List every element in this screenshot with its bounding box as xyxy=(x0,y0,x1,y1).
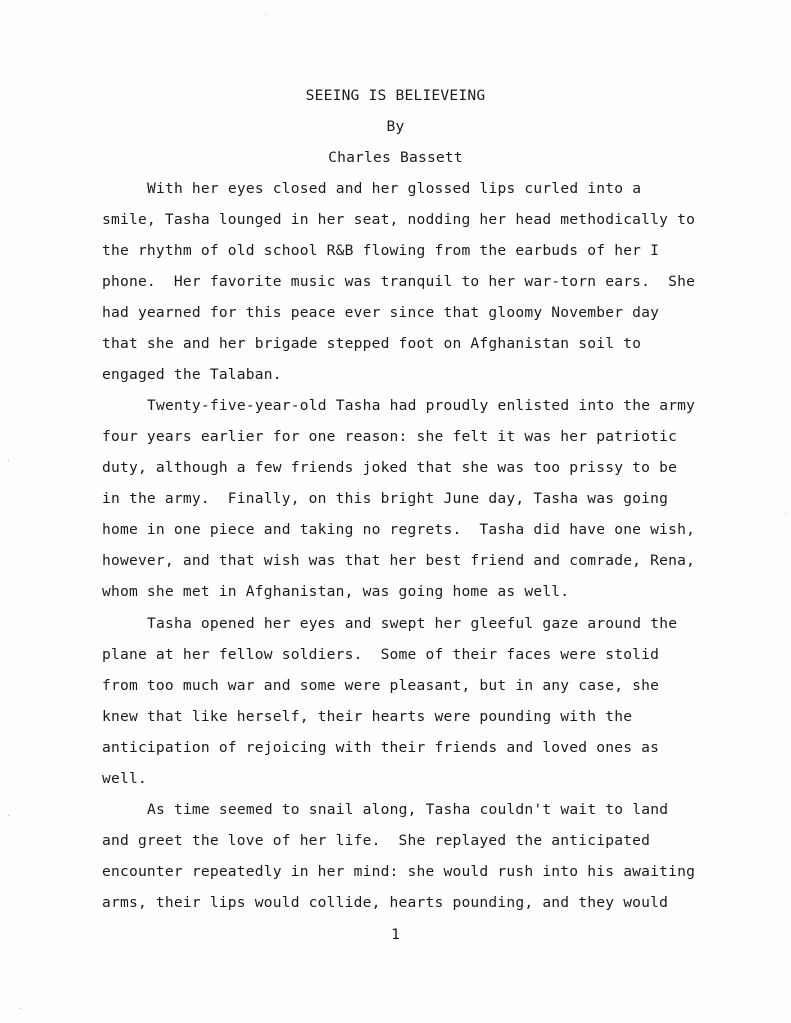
text-line: had yearned for this peace ever since that gloomy November day xyxy=(102,304,660,321)
scan-speck xyxy=(20,1008,21,1009)
text-line: With her eyes closed and her glossed lips curled into a xyxy=(147,180,642,197)
text-line: four years earlier for one reason: she felt it was her patriotic xyxy=(102,428,678,445)
scan-speck xyxy=(8,815,9,816)
text-line: home in one piece and taking no regrets. Tasha did have one wish, xyxy=(102,521,696,538)
byline-label: By xyxy=(386,118,405,135)
document-title: SEEING IS BELIEVEING xyxy=(305,87,486,104)
text-line: encounter repeatedly in her mind: she would rush into his awaiting xyxy=(102,863,696,880)
text-line: smile, Tasha lounged in her seat, nodding her head methodically to xyxy=(102,211,696,228)
text-line: however, and that wish was that her best friend and comrade, Rena, xyxy=(102,552,696,569)
text-line: anticipation of rejoicing with their friends and loved ones as xyxy=(102,739,660,756)
text-line: arms, their lips would collide, hearts pounding, and they would xyxy=(102,894,669,911)
scan-speck xyxy=(8,460,9,461)
text-line: knew that like herself, their hearts were pounding with the xyxy=(102,708,633,725)
text-line: Tasha opened her eyes and swept her gleeful gaze around the xyxy=(147,615,678,632)
text-line: in the army. Finally, on this bright June day, Tasha was going xyxy=(102,490,669,507)
text-line: Twenty-five-year-old Tasha had proudly enlisted into the army xyxy=(147,397,696,414)
text-line: plane at her fellow soldiers. Some of their faces were stolid xyxy=(102,646,660,663)
text-line: and greet the love of her life. She replayed the anticipated xyxy=(102,832,651,849)
text-line: the rhythm of old school R&B flowing from the earbuds of her I xyxy=(102,242,660,259)
text-line: that she and her brigade stepped foot on Afghanistan soil to xyxy=(102,335,642,352)
text-line: duty, although a few friends joked that she was too prissy to be xyxy=(102,459,678,476)
text-line: As time seemed to snail along, Tasha couldn't wait to land xyxy=(147,801,669,818)
text-line: from too much war and some were pleasant, but in any case, she xyxy=(102,677,660,694)
text-line: well. xyxy=(102,770,147,787)
scan-speck xyxy=(785,513,786,514)
scan-speck xyxy=(265,14,266,15)
text-line: phone. Her favorite music was tranquil to her war-torn ears. She xyxy=(102,273,696,290)
author-name: Charles Bassett xyxy=(328,149,463,166)
page-number: 1 xyxy=(391,926,400,943)
text-line: engaged the Talaban. xyxy=(102,366,282,383)
text-line: whom she met in Afghanistan, was going home as well. xyxy=(102,583,570,600)
